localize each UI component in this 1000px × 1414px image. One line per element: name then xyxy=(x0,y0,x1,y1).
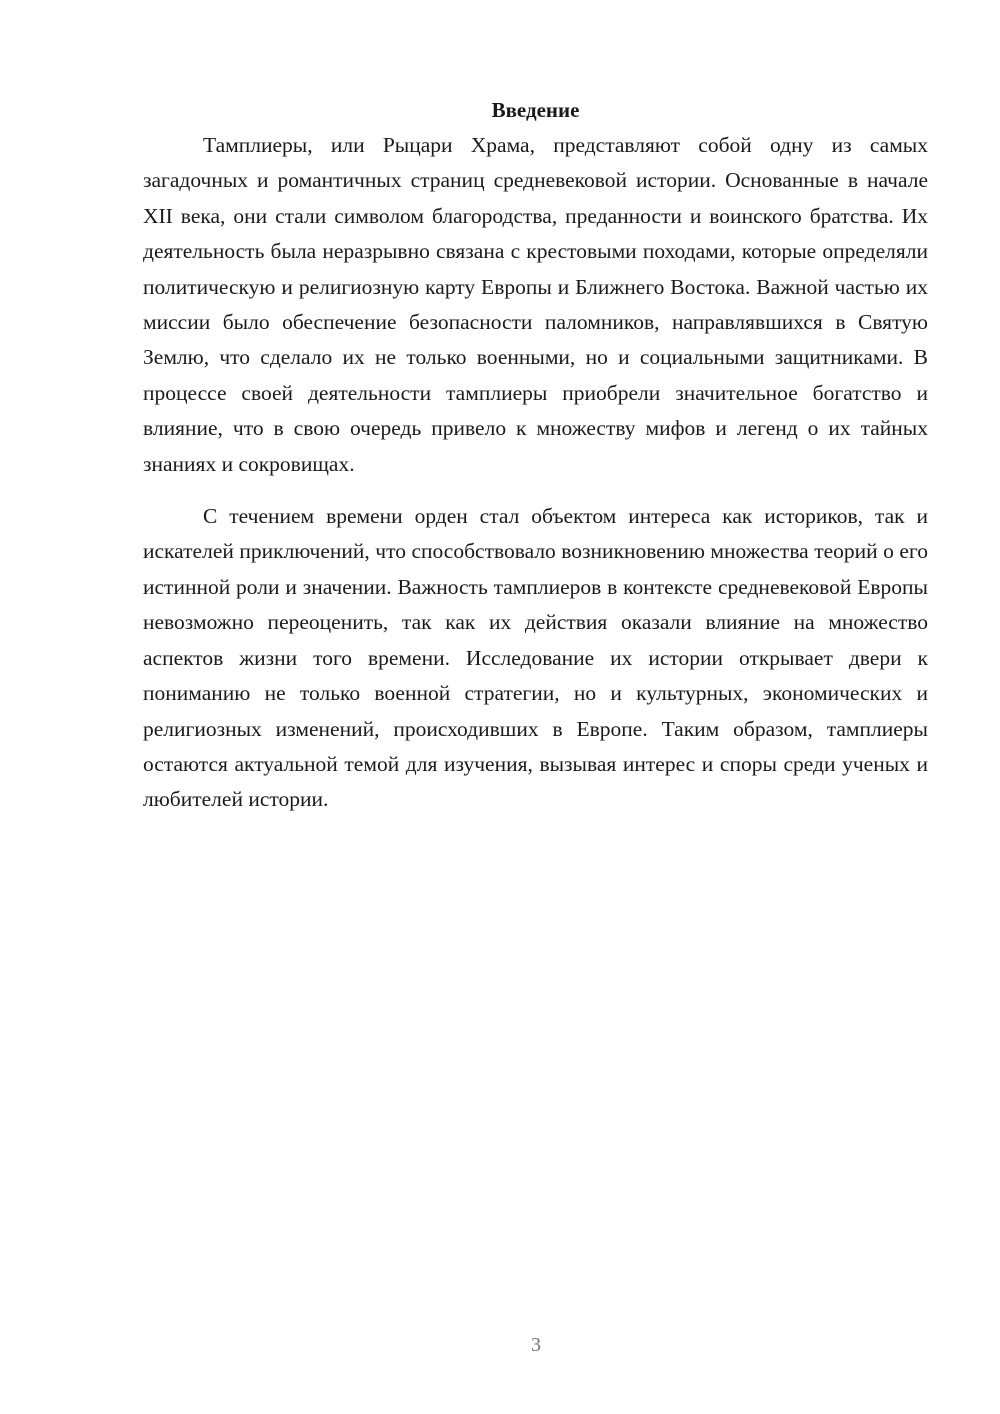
section-heading: Введение xyxy=(491,98,580,122)
paragraph-2: С течением времени орден стал объектом интереса как историков, так и искателей приключений, что способствовало возникновению множества теорий о его истинной роли и значении. Важность тамплиеров в контексте средневековой Европы невозможно переоценить, так как их действия оказали влияние на множество аспектов жизни того времени. Исследование их истории открывает двери к пониманию не только военной стратегии, но и культурных, экономических и религиозных изменений, происходивших в Европе. Таким образом, тамплиеры остаются актуальной темой для изучения, вызывая интерес и споры среди ученых и любителей истории. xyxy=(143,504,928,812)
document-page xyxy=(143,92,928,818)
page-number: 3 xyxy=(531,1334,541,1356)
paragraph-1: Тамплиеры, или Рыцари Храма, представляют собой одну из самых загадочных и романтичных страниц средневековой истории. Основанные в начале XII века, они стали символом благородства, преданности и воинского братства. Их деятельность была неразрывно связана с крестовыми походами, которые определяли политическую и религиозную карту Европы и Ближнего Востока. Важной частью их миссии было обеспечение безопасности паломников, направлявшихся в Святую Землю, что сделало их не только военными, но и социальными защитниками. В процессе своей деятельности тамплиеры приобрели значительное богатство и влияние, что в свою очередь привело к множеству мифов и легенд о их тайных знаниях и сокровищах. xyxy=(143,133,928,476)
